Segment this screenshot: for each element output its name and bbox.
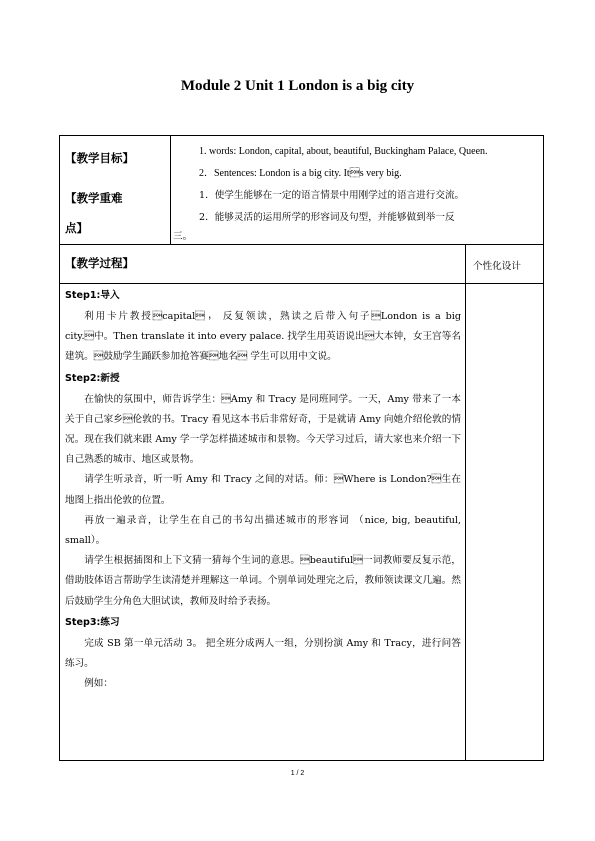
step-paragraph: 再放一遍录音，让学生在自己的书勾出描述城市的形容词 （nice, big, beautiful, small）。 [65, 514, 461, 547]
table-column-divider [465, 244, 466, 761]
table-border-top [59, 135, 544, 136]
key-point-item: 2．能够灵活的运用所学的形容词及句型，并能够做到举一反 [199, 212, 455, 223]
document-title: Module 2 Unit 1 London is a big city [180, 78, 415, 94]
process-content [65, 285, 461, 694]
table-row-divider [59, 244, 544, 245]
table-border-left [59, 135, 60, 761]
step-paragraph: 例如： [84, 678, 113, 690]
process-label: 【教学过程】 [65, 256, 134, 270]
page-number: 1 / 2 [290, 770, 305, 777]
lesson-plan-table [59, 135, 544, 761]
table-border-bottom [59, 760, 544, 761]
key-point-item: 1．使学生能够在一定的语言情景中用刚学过的语言进行交流。 [199, 190, 465, 201]
objectives-item: 2．Sentences: London is a big city. Its very big. [199, 168, 402, 179]
step-paragraph: 在愉快的氛围中，师告诉学生：Amy 和 Tracy 是同班同学。一天，Amy 带来了一本关于自己家乡伦敦的书。Tracy 看见这本书后非常好奇，于是就请 Amy 向她介绍伦敦的情况。现在我们就来跟 Amy 学一学怎样描述城市和景物。今天学习过后，请大家也来介绍一下自己熟悉的城市、地区或景物。 [65, 393, 461, 466]
step-heading: Step1:导入 [65, 290, 120, 301]
step-heading: Step3:练习 [65, 616, 120, 628]
key-points-label: 【教学重难 [65, 191, 123, 205]
key-point-item-cont: 三。 [173, 231, 193, 242]
step-paragraph: 请学生听录音，听一听 Amy 和 Tracy 之间的对话。师：Where is London?生在地图上指出伦敦的位置。 [65, 474, 461, 506]
objectives-item: 1. words: London, capital, about, beautiful, Buckingham Palace, Queen. [199, 146, 488, 157]
step-paragraph: 利用卡片教授capital， 反复领读，熟读之后带入句子London is a big city.中。Then translate it into every palace. 找学生用英语说出大本钟，女王宫等名建筑。鼓励学生踊跃参加抢答赛地名 学生可以用中文说。 [65, 311, 461, 363]
step-heading: Step2:新授 [65, 372, 120, 384]
table-border-right [543, 135, 544, 761]
objectives-label: 【教学目标】 [65, 151, 134, 165]
key-points-label-cont: 点】 [65, 221, 88, 235]
step-paragraph: 请学生根据插图和上下文猜一猜每个生词的意思。beautiful一词教师要反复示范，借助肢体语言帮助学生读清楚并理解这一单词。个别单词处理完之后，教师领读课文几遍。然后鼓励学生分角色大胆试读，教师及时给予表扬。 [65, 555, 461, 607]
personalized-design-label: 个性化设计 [473, 261, 521, 272]
step-paragraph: 完成 SB 第一单元活动 3。 把全班分成两人一组，分别扮演 Amy 和 Tracy，进行问答练习。 [65, 637, 461, 670]
table-row-divider [59, 283, 544, 284]
table-column-divider [170, 135, 171, 244]
